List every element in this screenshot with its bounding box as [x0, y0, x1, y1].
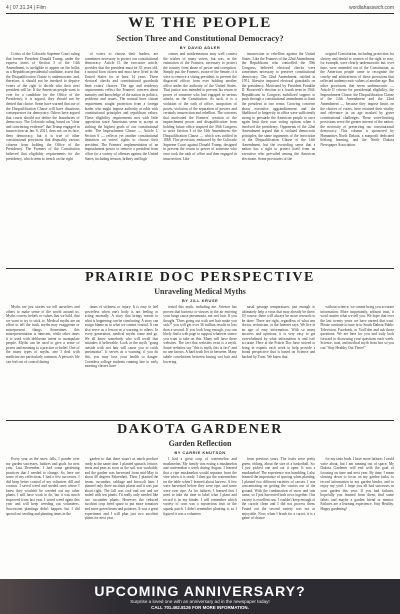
dakota-gardener-subtitle: Garden Reflection	[168, 439, 232, 448]
page-folio: 4 | 07.31.24 | Film	[6, 5, 46, 11]
article-column: from previous years. The fruits were pretty green, oblong, about the size of a basketball. So, I just picked one and cut it open. It was a muskmelon! The experience was humbling. I also learned the importance of spacing when planting. I planted two different varieties of carrots. I was concentrating on getting the carrots out of the ground. With the combination of snow and rain came, so I just harvested both rows together. One variety is excellent raw. I couldn't keep enough of the carrots clean and I did not process them. Found out the second variety was not as enjoyable. Now, when I brush for a carrot, it is a game of chance	[241, 457, 316, 521]
we-the-people-body	[6, 52, 394, 265]
dakota-gardener-byline: BY CARRIE KNUTSON	[174, 450, 226, 455]
site-url: wordlahasswcfr.com	[348, 5, 394, 11]
article-column: without science, we cannot bring you accurate information. More importantly, without trust, it won't matter what we tell you. We hope that over the last twenty years we have earned that trust. Please continue to tune in to South Dakota Public Television, Facebook, or YouTube and ask those questions. We are here for you and truly look forward to discussing your questions each week. Science, trust, and medical myth from fact so you can "Stay Healthy Out There!"	[320, 305, 394, 350]
section-divider	[6, 268, 394, 269]
header-rule	[6, 13, 394, 14]
article-column: times of sickness or injury. It is easy to feel powerless when one's body is not feeling or acting normally. A story that brings reason to what is happening can be comforting. A story can assign blame as to what we cannot control. It can also serve as a lesson as a warning to others. In every generation, medical myths come and go. We all know somebody who will recall that mistakes it believable. Look at the myth "going outside with wet hair will cause you to catch pneumonia". It serves as a warning, if you do this, you may lose your health to danger. Countless college students running late to early morning classes have	[84, 305, 159, 369]
dakota-gardener-body	[6, 457, 394, 577]
we-the-people-title: WE THE PEOPLE	[128, 15, 272, 31]
we-the-people-subtitle: Section Three and Constitutional Democracy?	[116, 33, 284, 43]
article-column: crimes and misdemeanors may well contest the wishes of many voters, but was, in the estimation of the Framers, necessary to protect the country from abuse of power and corruption. Simply put, the Framers, aware of the Senate, if it were to remove a sitting president, to prevent the disgraced officer from ever holding another office under the authority of the United States. That justice was intended to prevent his return to power of someone who had engaged in serious attacks on the Constitution. As such, it is a violation of the oath of office, usurpation of power, violation of the separation of powers and certainly insurrection and rebellion. The concerns that motivated the Framers' creation of the impeachment power and disqualification from holding future office inspired the 39th Congress to write Section 3 of the 14th Amendment: the Disqualification Clause — which was ratified in 1868. This provision, embraced by the Colorado Supreme Court against Donald Trump, designed to prevent the return to power of someone who once took the oath of office and then engaged in insurrection. Like	[163, 52, 237, 161]
we-the-people-byline: BY DAVID ADLER	[179, 45, 221, 50]
prairie-doc-subtitle: Unraveling Medical Myths	[154, 287, 246, 296]
section-divider	[6, 420, 394, 421]
dakota-gardener-title: DAKOTA GARDENER	[117, 422, 283, 437]
page-header	[6, 3, 394, 13]
article-column: I had a great crop of watermelon and muskmelon. My family was eating a muskmelon and watermelon a week during August. I learned that a ripe muskmelon would separate from the vine when it is ready. I then got the watermelons on the table when I learned about harvest. A few were harvested before they were ripe, and some were over ripe. As for failures, I learned that I need to take the time to label what I plant and record it in my binder. I will remember which variety of corn was a mysterious fruit in the squash patch. I didn't remember planting it, so I figured it was a volunteer	[163, 457, 237, 516]
prairie-doc-title: PRAIRIE DOC PERSPECTIVE	[85, 270, 315, 285]
article-column: nasal passage temperatures just enough to ultimately help a virus that may already be there. Of course, there will always be more research to be done. There are right, regardless of what any doctor, technician, or the Internet says. We live in an age of easy information. With so many answers and opinions, it is very easy to get overwhelmed by what information is and isn't accurate. Here at the Prairie Doc have strived to bring in experts each week to help provide a broad perspective that is based on Science and backed by Trust. We know that	[241, 305, 316, 360]
prairie-doc-byline: BY JILL KRUSE	[181, 298, 219, 303]
article-column: for my taste buds. I have more failures I could write about, but I am running out of space. My Dakota Gardener will end with the goal of focusing on time and next year. By time, I mean slowing down to focus on my garden tasks, to record information in my garden binder, and to enjoy my yard. I hope you all had successes in your garden this year. If you had failures, hopefully you learned from them, find some fabric and maybe a garden friend or mentor. Failures are a learning experience. Stay Healthy. Happy gardening!	[320, 457, 394, 512]
article-column: Critics of the Colorado Supreme Court ruling that former President Donald Trump, under the express terms of Section 3 of the 14th Amendment, is ineligible to appear on the ballot as a Republican presidential candidate, assert that the Disqualification Clause is undemocratic and, therefore, it should not be invoked to deprive voters of the right to decide who their next president will be. If the American people want to vote for a candidate for the Office of the Presidency, it is argued, they should not be denied that choice. Some have warned that use of the Disqualification Clause will have disastrous consequences for democracy. Others have argued that courts should not define the boundaries of democracy. The Colorado ruling, based on "clear and convincing evidence" that Trump engaged in insurrection on Jan. 6, 2021, does not, on its face, deny democracy, but it is true of other constitutional provisions that disqualify various citizens from holding the Office of the Presidency. The Framers of the Constitution believed that eligibility requirements for the presidency, which seem to trench on the right	[6, 52, 80, 161]
banner-tagline: Surprise a loved one with an anniversary ad in the newspaper today!	[130, 599, 270, 604]
article-column: Myths are just stories we tell ourselves and others to make sense of the world around us. Myths convey beliefs or values that we hold, that we want to try to stick to. Medical myths are an effort to tell the truth, myths may exaggerate or misrepresent things. Sometimes this misrepresentation is innocent, while other times it is used with deliberate intent to manipulate people. Myths can be used to give a sense of power and meaning to a practice or belief. One of the many types of myths, one I deal with medicine are particularly common. A person's life can feel out of control during	[6, 305, 80, 364]
prairie-doc-body	[6, 305, 394, 417]
article-column: insurrection or rebellion against the United States. Like the Framers of the 22nd Amendment, the Republicans who controlled the 39th Congress, believed electoral checks were sometimes necessary to preserve constitutional democracy. The 22nd Amendment, ratified in 1951, likewise imposed electoral guardrails on the presidency. Motivated by President Franklin D. Roosevelt's election to a fourth term in 1944, Republicans in Congress mobilized support to push through a constitutional amendment to limit the president to two terms. Growing concerns about executive aggrandizement and the likelihood to longevity in office were sufficiently strong to persuade the American people to once again limit their own voting options when it involved the presidency. Opponents of the 22nd Amendment argued that it violated democratic principles, the same arguments of the invocation of the Disqualification Clause of the 14th Amendment, but the overriding sense that a nation has a right to protect itself from an executive who prevailed among the American electorate. Some provisions of the	[241, 52, 316, 161]
banner-title: UPCOMING ANNIVERSARY?	[94, 583, 306, 599]
article-column: of voters to choose their leaders, are sometimes necessary to protect our constitutional democracy. Article II, the executive article, provides that the president must be 35 years old, a natural born citizen and must have lived in the United States for at least 14 years. These electoral checks and constitutional guardrails limit voters' choices. The age and residency requirements reflect the Framers' concern about maturity and knowledge of the nation its politics, problems and issues. The natural born citizen requirement sought protection from a foreign leader who might impose authority at odds with constitutional principles and republican values. These eligibility requirements met with little opposition since Americans seem to accept as striking the highest goals of our constitutional order. The Impeachment Clause — Article I, Section 6 — reflects yet another constitutional limitation on voters' rights to choose their president. The Framers' implementation of an impeachment power to remove a president from office for a variety of offenses against the United States, including treason, bribery and high	[84, 52, 159, 161]
article-column: tested this myth, including me. Science has proven that bacteria or viruses in the air entering your lungs cause pneumonia, not wet hair. If you thought "Does going out with wet hair make you sick?" you will get over 36 million results in less than a second. If you look long enough, you can likely find a web page to support whatever stance you want to take on this. Many will have these websites. The fact that websites exist is a myth. Some websites say "this is myth, this is fact" and no one knows. A hard truth lies in between. Many subtle correlations between having wet hair and lowering	[163, 305, 237, 364]
anniversary-ad-banner	[0, 579, 400, 614]
banner-call-to-action: CALL 701.462.8126 FOR MORE INFORMATION.	[151, 605, 249, 610]
article-column: original Constitution, including protection for slavery and denial to women of the right to vote, for example, were clearly undemocratic but, over time, were amended out of the Constitution, as the American people came to recognize the cruelty and arbitrariness of those provisions that reflected undemocratic values of another age. But other provisions that seem undemocratic — Article II criteria for presidential eligibility, the Impeachment Clause, the Disqualification Clause of the 14th Amendment and the 22nd Amendment — because they impose limits on the choices of voters, have retained their vitality and relevance in an age marked by grave constitutional challenges. These voter-limiting provisions serve the greater interest of the nation: the necessity of preserving our constitutional democracy. This column is sponsored by Humanities North Dakota, a nonprofit dedicated lifelong learning, and the North Dakota Newspaper Association.	[320, 52, 394, 147]
article-column: Every year as the snow falls, I ponder over my garden successes, failures and goals for next year. Last December, I had some gardening practices that I needed to change. So, here are some of my reflections. I had a few successes. I did keep better control of my volunteer dill and cosmos. I saved weed and seeded ones where I knew they wouldn't be weeded out my other plants. I still have work to do, but it was much improved from last year. I saved weed again this year and will keep weeding out volunteers. Succession plantings didn't happen, but I did spread out seeding and planting times in the	[6, 457, 80, 516]
article-column: garden so that there wasn't as much produce ready at the same time. I planted spinach, lettuce, beets and peas as soon as the soil was workable, and the garden was harvested from mid-May to about 40 degrees Fahrenheit. Then, I planted the beans, cucumber, cabbage and broccoli later. I planted only three zucchini plants and it was just about right. The fall was cool and wet and we ended with ten plants. I'd really only needed like two cucumber plants. However, the reduced zucchini crop freed space to put more tomatoes and more green beans and potatoes. It was a great experiment and I will plan just two zucchini plants for next year.	[84, 457, 159, 521]
